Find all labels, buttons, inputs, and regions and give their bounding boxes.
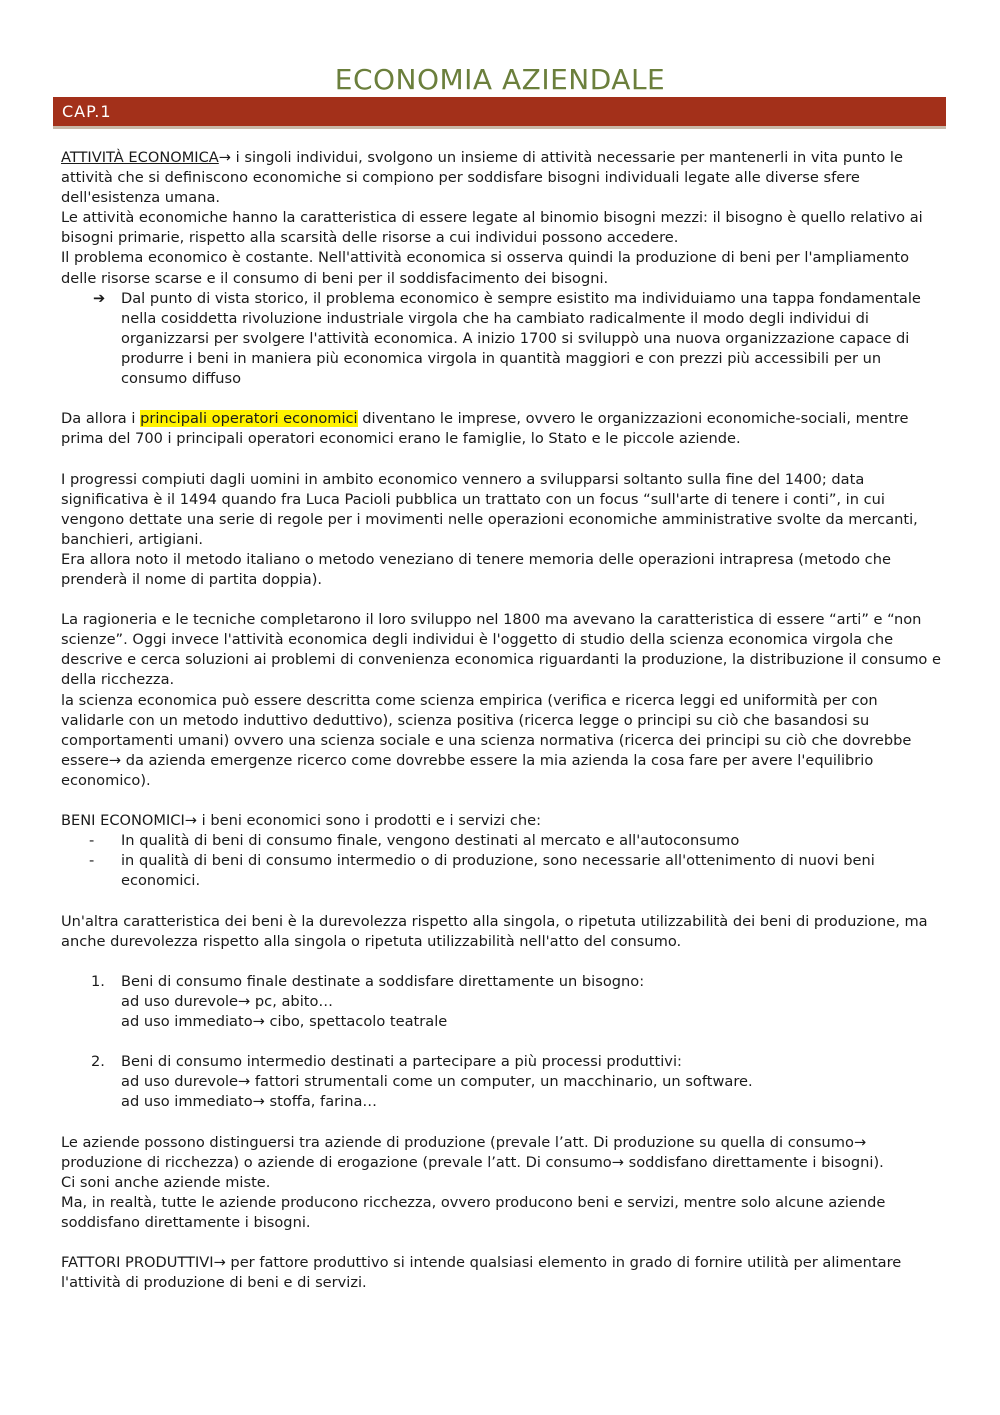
paragraph-operatori: Da allora i principali operatori economici diventano le imprese, ovvero le organizzazioni economiche-sociali, mentre prima del 700 i principali operatori economici erano le famiglie, lo Stato e le piccole aziende. xyxy=(61,410,909,448)
paragraph-aziende: Le aziende possono distinguersi tra aziende di produzione (prevale l’att. Di produzione su quella di consumo→ produzione di ricchezza) o aziende di erogazione (prevale l’att. Di consumo→ soddisfano direttamente i bisogni). xyxy=(61,1133,884,1171)
paragraph: Ma, in realtà, tutte le aziende producono ricchezza, ovvero producono beni e servizi, mentre solo alcune aziende soddisfano direttamente i bisogni. xyxy=(61,1193,886,1231)
arrow-icon: → xyxy=(218,149,232,166)
dash-list-item: - in qualità di beni di consumo intermedio o di produzione, sono necessarie all'ottenimento di nuovi beni economici. xyxy=(89,852,875,890)
paragraph: Era allora noto il metodo italiano o metodo veneziano di tenere memoria delle operazioni intrapresa (metodo che prenderà il nome di partita doppia). xyxy=(61,550,891,588)
arrow-icon: → xyxy=(108,751,122,769)
paragraph: Ci soni anche aziende miste. xyxy=(61,1173,271,1191)
numbered-list-item: 2. Beni di consumo intermedio destinati a partecipare a più processi produttivi: ad uso durevole→ fattori strumentali come un computer, un macchinario, un software. ad uso immediato→ stoffa, farina… xyxy=(91,1053,753,1111)
highlighted-text: principali operatori economici xyxy=(140,410,358,428)
paragraph: Le attività economiche hanno la caratteristica di essere legate al binomio bisogni mezzi: il bisogno è quello relativo ai bisogni primarie, rispetto alla scarsità delle risorse a cui individui possono accedere. xyxy=(61,209,923,247)
arrow-bullet-item xyxy=(61,289,941,389)
arrow-icon: → xyxy=(213,1254,226,1272)
arrow-bullet-icon: ➔ xyxy=(93,289,106,307)
paragraph-beni-economici: BENI ECONOMICI→ i beni economici sono i prodotti e i servizi che: xyxy=(61,812,541,830)
document-title: ECONOMIA AZIENDALE xyxy=(334,63,666,96)
term-fattori-produttivi: FATTORI PRODUTTIVI xyxy=(61,1254,214,1272)
arrow-icon: → xyxy=(238,992,251,1010)
arrow-icon: → xyxy=(611,1153,624,1171)
arrow-icon: → xyxy=(184,812,198,830)
term-beni-economici: BENI ECONOMICI xyxy=(61,812,185,830)
paragraph-fattori-produttivi: FATTORI PRODUTTIVI→ per fattore produttivo si intende qualsiasi elemento in grado di fornire utilità per alimentare l'attività di produzione di beni e di servizi. xyxy=(61,1254,902,1292)
paragraph: Il problema economico è costante. Nell'attività economica si osserva quindi la produzione di beni per l'ampliamento delle risorse scarse e il consumo di beni per il soddisfacimento dei bisogni. xyxy=(61,249,910,287)
arrow-icon: → xyxy=(853,1133,867,1151)
dash-list-item: - In qualità di beni di consumo finale, vengono destinati al mercato e all'autoconsumo xyxy=(89,832,740,850)
numbered-list-item: 1. Beni di consumo finale destinate a soddisfare direttamente un bisogno: ad uso durevole→ pc, abito… ad uso immediato→ cibo, spettacolo teatrale xyxy=(91,972,645,1031)
paragraph: La ragioneria e le tecniche completarono il loro sviluppo nel 1800 ma avevano la caratteristica di essere “arti” e “non scienze”. Oggi invece l'attività economica degli individui è l'oggetto di studio della scienza economica virgola che descrive e cerca soluzioni ai problemi di convenienza economica riguardanti la produzione, la distribuzione il consumo e della ricchezza. xyxy=(61,611,941,689)
arrow-icon: → xyxy=(252,1093,265,1111)
term-attivita-economica: ATTIVITÀ ECONOMICA xyxy=(61,149,219,166)
paragraph: I progressi compiuti dagli uomini in ambito economico vennero a svilupparsi soltanto sulla fine del 1400; data significativa è il 1494 quando fra Luca Pacioli pubblica un trattato con un focus “sull'arte di tenere i conti”, in cui vengono dettate una serie di regole per i movimenti nelle operazioni economiche amministrative svolte da mercanti, banchieri, artigiani. xyxy=(61,470,918,548)
chapter-banner xyxy=(53,97,946,129)
document-body xyxy=(61,148,941,1293)
arrow-icon: → xyxy=(252,1013,265,1031)
arrow-icon: → xyxy=(238,1073,251,1091)
paragraph: la scienza economica può essere descritta come scienza empirica (verifica e ricerca leggi ed uniformità per con validarle con un metodo induttivo deduttivo), scienza positiva (ricerca legge o principi su ciò che basandosi su comportamenti umani) ovvero una scienza sociale e una scienza normativa (ricerca dei principi su ciò che dovrebbe essere→ da azienda emergenze ricerco come dovrebbe essere la mia azienda la cosa fare per avere l'equilibrio economico). xyxy=(61,691,912,789)
paragraph: Un'altra caratteristica dei beni è la durevolezza rispetto alla singola, o ripetuta utilizzabilità dei beni di produzione, ma anche durevolezza rispetto alla singola o ripetuta utilizzabilità nell'atto del consumo. xyxy=(61,912,928,950)
bullet-text: Dal punto di vista storico, il problema economico è sempre esistito ma individuiamo una tappa fondamentale nella cosiddetta rivoluzione industriale virgola che ha cambiato radicalmente il modo degli individui di organizzarsi per svolgere l'attività economica. A inizio 1700 si sviluppò una nuova organizzazione capace di produrre i beni in maniera più economica virgola in quantità maggiori e con prezzi più accessibili per un consumo diffuso xyxy=(121,289,921,388)
chapter-label: CAP.1 xyxy=(62,102,112,121)
paragraph-attivita-economica: ATTIVITÀ ECONOMICA→ i singoli individui, svolgono un insieme di attività necessarie per mantenerli in vita punto le attività che si definiscono economiche si compiono per soddisfare bisogni individuali legate alle diverse sfere dell'esistenza umana. xyxy=(61,149,903,207)
